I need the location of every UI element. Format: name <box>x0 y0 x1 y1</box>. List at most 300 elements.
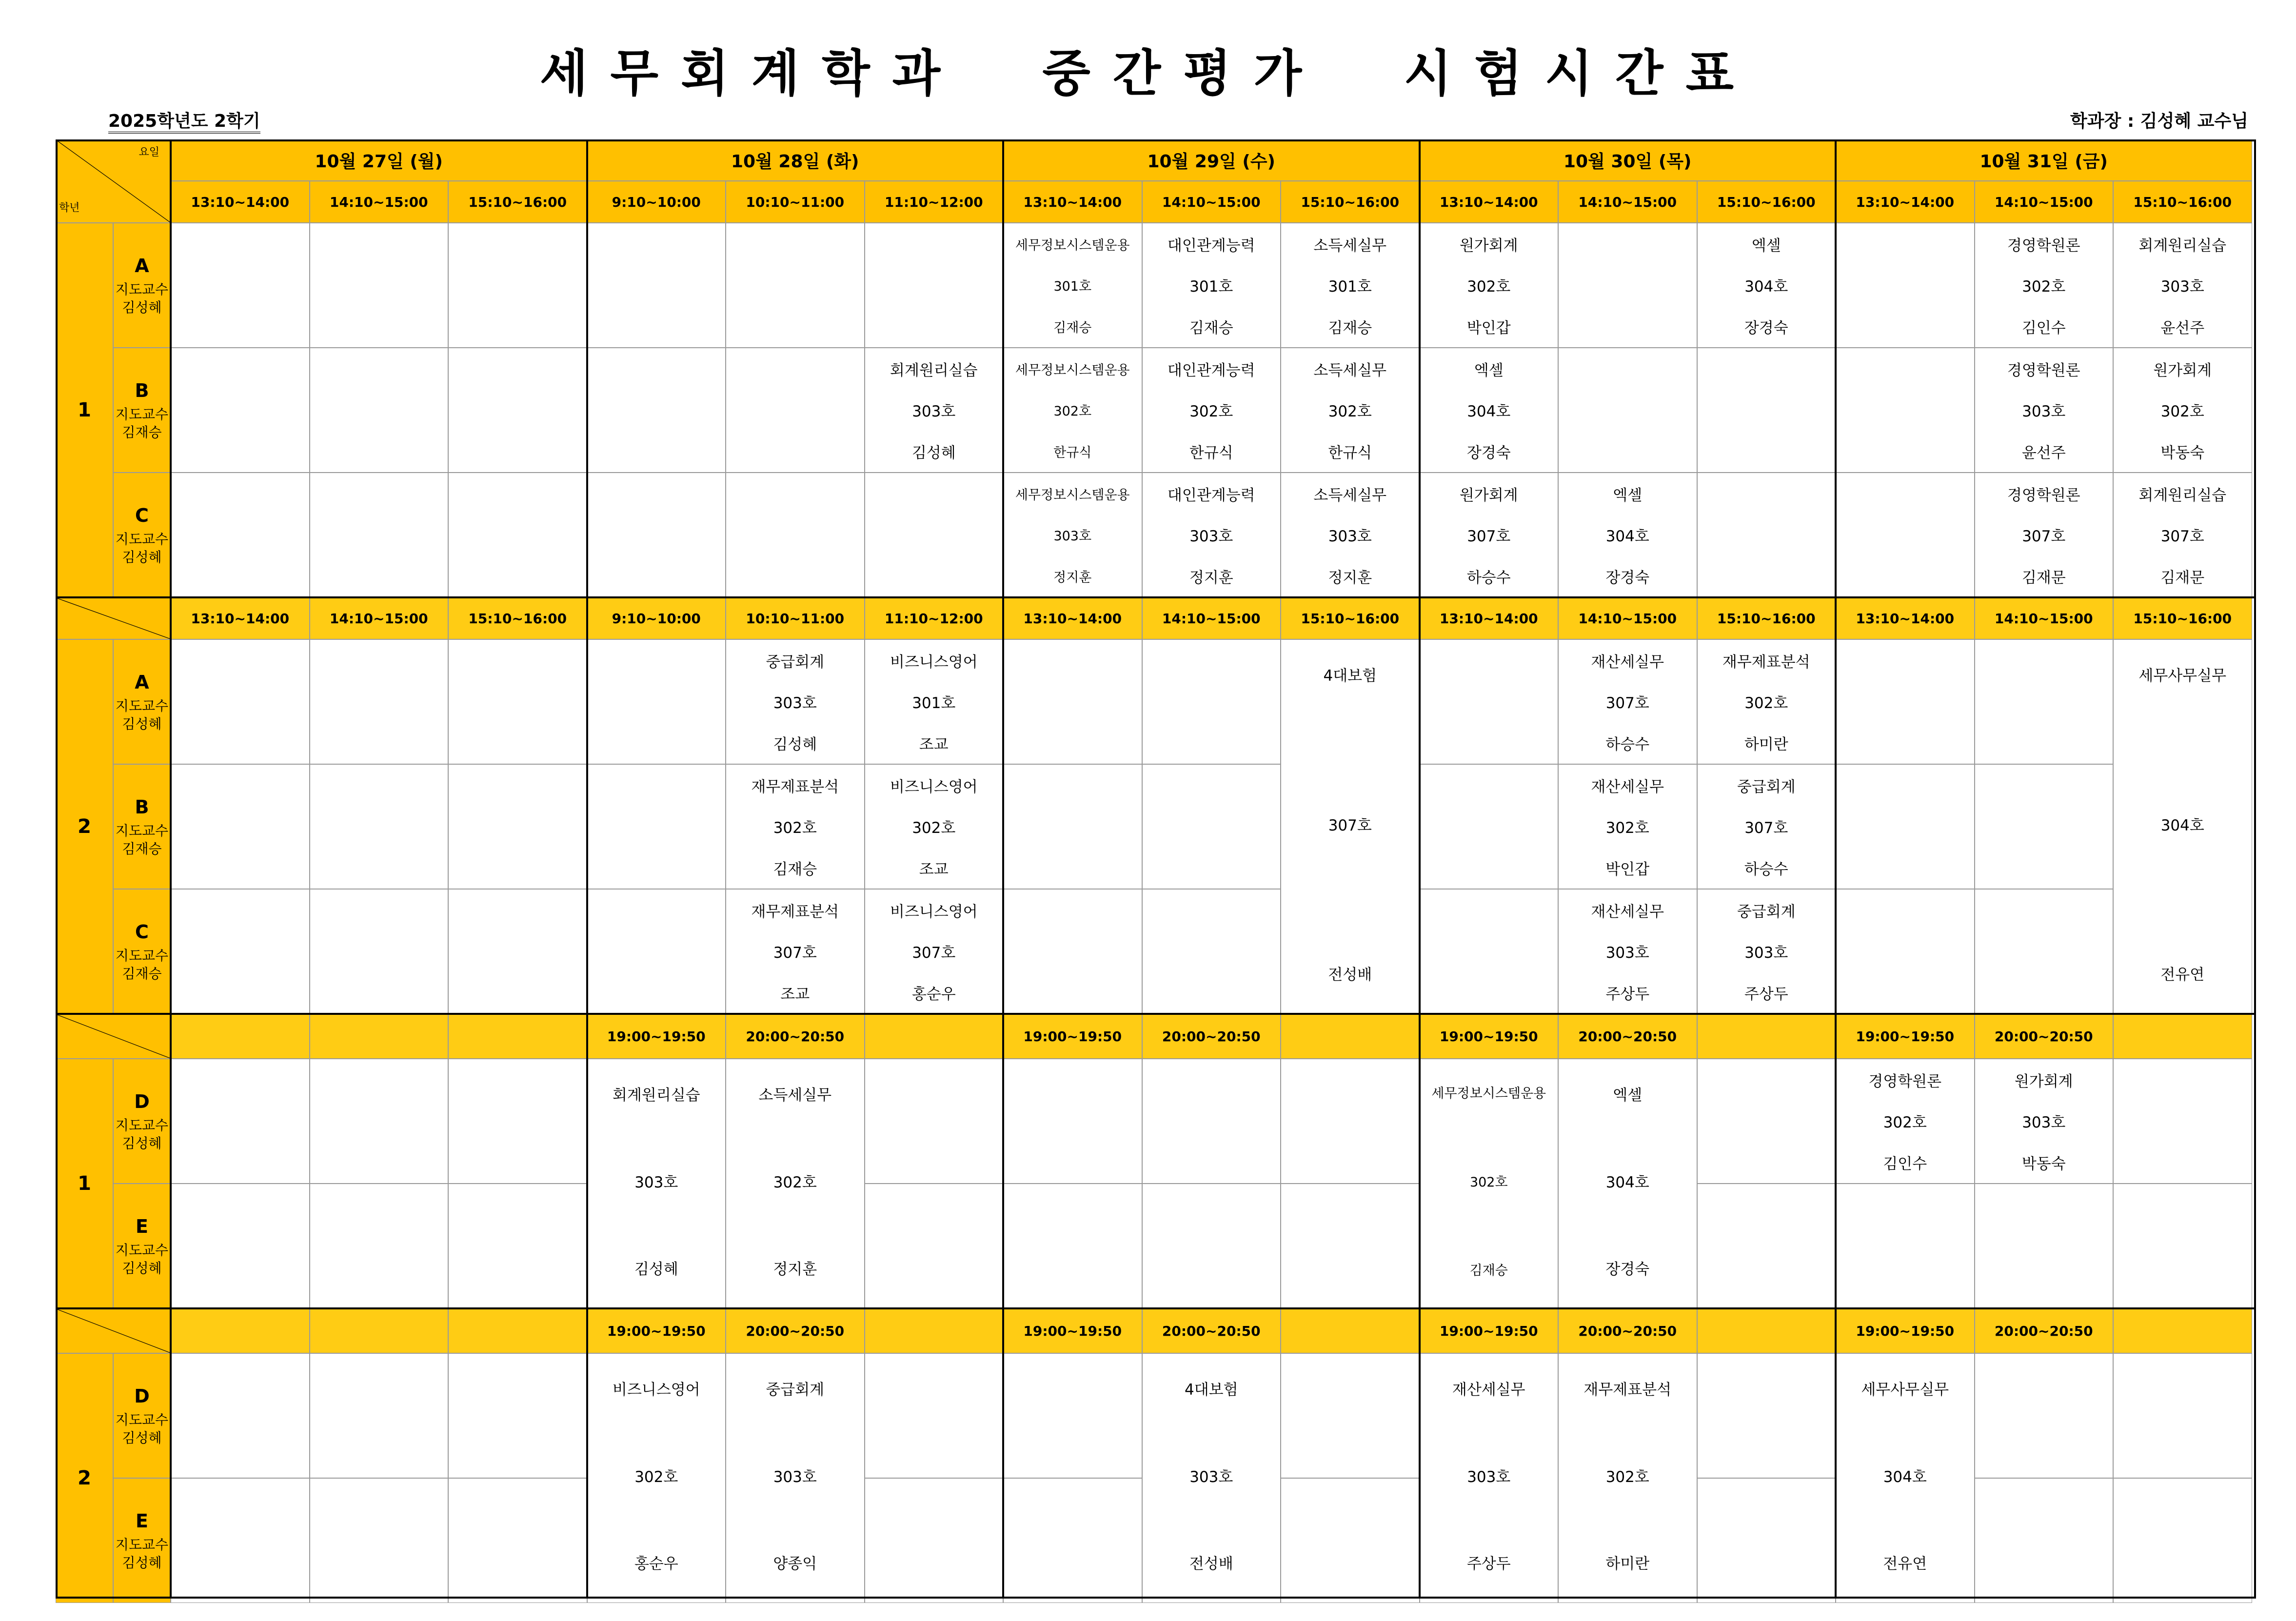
time-slot-label: 20:00~20:50 <box>746 1323 845 1339</box>
empty-slot-cell <box>171 889 310 1014</box>
empty-slot-cell <box>1281 1478 1420 1603</box>
time-slot-header <box>310 1014 449 1059</box>
time-slot-label: 20:00~20:50 <box>1162 1323 1261 1339</box>
day-header-label: 10월 29일 (수) <box>1147 152 1275 172</box>
exam-subject: 원가회계 <box>2014 1072 2073 1090</box>
advisor-name: 김재승 <box>122 424 162 440</box>
exam-room: 302호 <box>2160 403 2204 421</box>
exam-cell <box>1697 639 1836 764</box>
time-slot-header <box>1558 181 1697 223</box>
time-slot-header <box>171 181 310 223</box>
exam-cell <box>1836 1353 1975 1603</box>
exam-room: 307호 <box>1467 528 1511 546</box>
empty-slot-cell <box>865 1059 1004 1184</box>
time-slot-label: 13:10~14:00 <box>1023 610 1122 627</box>
empty-slot-cell <box>1558 223 1697 348</box>
semester-label: 2025학년도 2학기 <box>108 111 260 134</box>
empty-slot-cell <box>310 223 449 348</box>
time-slot-header <box>1558 597 1697 639</box>
grade-label: 2 <box>78 1467 91 1489</box>
empty-slot-cell <box>726 473 865 597</box>
exam-subject: 4대보험 <box>1323 667 1377 685</box>
exam-cell <box>1975 1059 2114 1184</box>
time-slot-header <box>1003 181 1142 223</box>
exam-professor: 장경숙 <box>1605 569 1650 587</box>
time-slot-header <box>1003 597 1142 639</box>
exam-cell <box>2113 639 2252 1014</box>
day-header-5 <box>1836 139 2252 181</box>
exam-professor: 전유연 <box>1883 1555 1927 1573</box>
exam-subject: 비즈니스영어 <box>612 1381 700 1399</box>
empty-slot-cell <box>448 889 587 1014</box>
exam-professor: 주상두 <box>1744 986 1788 1004</box>
exam-room: 307호 <box>1744 819 1788 837</box>
time-slot-header <box>2113 1014 2252 1059</box>
exam-room: 302호 <box>1883 1114 1927 1132</box>
time-slot-header <box>865 597 1004 639</box>
time-slot-header <box>726 1308 865 1353</box>
exam-subject: 재무제표분석 <box>1583 1381 1672 1399</box>
time-slot-header <box>1003 1308 1142 1353</box>
empty-slot-cell <box>1836 223 1975 348</box>
empty-slot-cell <box>171 473 310 597</box>
exam-professor: 김성혜 <box>911 444 956 462</box>
time-slot-label: 11:10~12:00 <box>884 610 983 627</box>
empty-slot-cell <box>1836 764 1975 889</box>
exam-professor: 조교 <box>919 736 949 754</box>
exam-cell <box>1420 348 1559 473</box>
time-slot-label: 9:10~10:00 <box>612 610 701 627</box>
time-slot-header <box>1697 1308 1836 1353</box>
time-slot-label: 13:10~14:00 <box>1439 194 1538 210</box>
exam-room: 303호 <box>1328 528 1372 546</box>
exam-subject: 대인관계능력 <box>1167 486 1255 504</box>
time-slot-label: 20:00~20:50 <box>1162 1028 1261 1045</box>
time-slot-label: 9:10~10:00 <box>612 194 701 210</box>
corner-header-cell <box>56 1014 171 1059</box>
empty-slot-cell <box>171 223 310 348</box>
empty-slot-cell <box>865 1184 1004 1308</box>
exam-cell <box>726 1353 865 1603</box>
time-slot-label: 13:10~14:00 <box>1023 194 1122 210</box>
empty-slot-cell <box>171 1353 310 1478</box>
exam-professor: 전성배 <box>1328 966 1372 984</box>
exam-subject: 경영학원론 <box>2007 361 2080 379</box>
exam-subject: 대인관계능력 <box>1167 361 1255 379</box>
empty-slot-cell <box>2113 1184 2252 1308</box>
time-slot-header <box>1420 1308 1559 1353</box>
exam-cell <box>1697 889 1836 1014</box>
exam-cell <box>726 889 865 1014</box>
exam-room: 302호 <box>634 1468 678 1486</box>
exam-room: 304호 <box>1467 403 1511 421</box>
exam-room: 303호 <box>1053 529 1092 544</box>
empty-slot-cell <box>1420 764 1559 889</box>
exam-subject: 원가회계 <box>1459 237 1518 255</box>
empty-slot-cell <box>1975 1184 2114 1308</box>
time-slot-label: 14:10~15:00 <box>1578 610 1677 627</box>
time-slot-label: 19:00~19:50 <box>1023 1028 1122 1045</box>
time-slot-label: 14:10~15:00 <box>1162 194 1261 210</box>
exam-cell <box>726 764 865 889</box>
exam-professor: 한규식 <box>1053 445 1092 461</box>
exam-subject: 세무사무실무 <box>1861 1381 1949 1399</box>
empty-slot-cell <box>1975 1478 2114 1603</box>
exam-professor: 하승수 <box>1744 861 1788 879</box>
advisor-name: 김성혜 <box>122 299 162 316</box>
section-letter: E <box>136 1215 148 1237</box>
time-slot-label: 19:00~19:50 <box>1856 1028 1955 1045</box>
empty-slot-cell <box>587 223 726 348</box>
advisor-name: 김성혜 <box>122 549 162 565</box>
exam-subject: 중급회계 <box>766 653 825 671</box>
empty-slot-cell <box>1003 1184 1142 1308</box>
exam-room: 301호 <box>1053 279 1092 295</box>
time-slot-label: 10:10~11:00 <box>746 610 845 627</box>
empty-slot-cell <box>310 1478 449 1603</box>
exam-room: 303호 <box>1467 1468 1511 1486</box>
exam-room: 303호 <box>2022 1114 2066 1132</box>
exam-cell <box>2113 473 2252 597</box>
time-slot-header <box>587 1308 726 1353</box>
section-letter: A <box>135 255 149 277</box>
exam-cell <box>1558 1059 1697 1308</box>
advisor-caption: 지도교수 <box>115 823 169 839</box>
exam-cell <box>1558 473 1697 597</box>
exam-subject: 회계원리실습 <box>612 1087 700 1104</box>
empty-slot-cell <box>448 223 587 348</box>
advisor-caption: 지도교수 <box>115 698 169 714</box>
time-slot-header <box>448 1308 587 1353</box>
exam-room: 302호 <box>1744 694 1788 712</box>
advisor-name: 김재승 <box>122 965 162 982</box>
empty-slot-cell <box>310 1059 449 1184</box>
section-letter: C <box>135 921 149 943</box>
corner-header-cell <box>56 1308 171 1353</box>
exam-professor: 윤선주 <box>2021 444 2066 462</box>
time-slot-header <box>865 181 1004 223</box>
time-slot-header <box>726 181 865 223</box>
exam-cell <box>587 1353 726 1603</box>
exam-professor: 김성혜 <box>634 1261 678 1278</box>
exam-professor: 주상두 <box>1466 1555 1511 1573</box>
time-slot-label: 11:10~12:00 <box>884 194 983 210</box>
empty-slot-cell <box>1420 889 1559 1014</box>
empty-slot-cell <box>1003 889 1142 1014</box>
corner-label-grade: 학년 <box>59 202 80 214</box>
exam-cell <box>726 639 865 764</box>
exam-subject: 재산세실무 <box>1591 653 1664 671</box>
advisor-caption: 지도교수 <box>115 1537 169 1553</box>
exam-professor: 하미란 <box>1605 1555 1650 1573</box>
exam-professor: 윤선주 <box>2160 319 2205 337</box>
empty-slot-cell <box>2113 1478 2252 1603</box>
exam-cell <box>1003 473 1142 597</box>
grade-cell <box>56 1059 113 1308</box>
exam-subject: 재산세실무 <box>1452 1381 1525 1399</box>
time-slot-header <box>1697 1014 1836 1059</box>
empty-slot-cell <box>1142 639 1281 764</box>
section-cell-e <box>113 1184 171 1308</box>
empty-slot-cell <box>1142 889 1281 1014</box>
day-header-1 <box>171 139 587 181</box>
advisor-caption: 지도교수 <box>115 406 169 423</box>
exam-professor: 김인수 <box>1883 1155 1927 1173</box>
empty-slot-cell <box>865 473 1004 597</box>
exam-cell <box>1697 764 1836 889</box>
time-slot-label: 14:10~15:00 <box>1994 194 2093 210</box>
exam-cell <box>1420 223 1559 348</box>
exam-cell <box>1142 348 1281 473</box>
exam-room: 304호 <box>2160 816 2204 834</box>
time-slot-header <box>1836 1014 1975 1059</box>
exam-subject: 원가회계 <box>1459 486 1518 504</box>
empty-slot-cell <box>587 348 726 473</box>
exam-cell <box>865 764 1004 889</box>
time-slot-label: 19:00~19:50 <box>1023 1323 1122 1339</box>
day-header-4 <box>1420 139 1836 181</box>
section-letter: B <box>135 379 149 401</box>
exam-subject: 세무정보시스템운용 <box>1015 487 1130 503</box>
exam-professor: 박인갑 <box>1605 861 1650 879</box>
exam-cell <box>1281 348 1420 473</box>
exam-cell <box>1420 1353 1559 1603</box>
time-slot-header <box>1420 181 1559 223</box>
time-slot-header <box>2113 597 2252 639</box>
exam-cell <box>1003 223 1142 348</box>
time-slot-header <box>865 1308 1004 1353</box>
time-slot-header <box>1003 1014 1142 1059</box>
time-slot-label: 10:10~11:00 <box>746 194 845 210</box>
time-slot-label: 15:10~16:00 <box>1717 194 1816 210</box>
time-slot-label: 13:10~14:00 <box>1439 610 1538 627</box>
exam-room: 303호 <box>773 1468 817 1486</box>
exam-subject: 세무정보시스템운용 <box>1015 237 1130 253</box>
exam-subject: 중급회계 <box>766 1381 825 1399</box>
exam-room: 303호 <box>2022 403 2066 421</box>
exam-room: 307호 <box>1605 694 1649 712</box>
exam-cell <box>1281 473 1420 597</box>
exam-room: 302호 <box>1328 403 1372 421</box>
exam-subject: 경영학원론 <box>2007 486 2080 504</box>
time-slot-header <box>587 1014 726 1059</box>
section-cell-a <box>113 223 171 348</box>
exam-room: 304호 <box>1883 1468 1927 1486</box>
empty-slot-cell <box>1836 1184 1975 1308</box>
section-cell-b <box>113 348 171 473</box>
time-slot-label: 20:00~20:50 <box>1994 1028 2093 1045</box>
exam-cell <box>1142 1353 1281 1603</box>
exam-professor: 장경숙 <box>1466 444 1511 462</box>
advisor-caption: 지도교수 <box>115 531 169 548</box>
exam-subject: 회계원리실습 <box>2138 237 2227 255</box>
time-slot-header <box>1142 1014 1281 1059</box>
advisor-name: 김성혜 <box>122 1260 162 1276</box>
section-cell-d <box>113 1353 171 1478</box>
empty-slot-cell <box>1697 1478 1836 1603</box>
page-title: 세무회계학과 중간평가 시험시간표 <box>539 45 1757 103</box>
exam-subject: 비즈니스영어 <box>890 903 978 921</box>
exam-timetable <box>56 139 2256 1599</box>
exam-professor: 김성혜 <box>773 736 817 754</box>
time-slot-header <box>1558 1308 1697 1353</box>
exam-room: 302호 <box>2022 278 2066 296</box>
section-cell-c <box>113 473 171 597</box>
time-slot-header <box>726 597 865 639</box>
exam-professor: 김재문 <box>2160 569 2205 587</box>
section-letter: D <box>134 1090 150 1112</box>
time-slot-label: 15:10~16:00 <box>468 194 567 210</box>
exam-cell <box>1281 223 1420 348</box>
department-head-label: 학과장 : 김성혜 교수님 <box>2070 111 2248 131</box>
exam-professor: 정지훈 <box>773 1261 817 1278</box>
section-letter: D <box>134 1385 150 1407</box>
empty-slot-cell <box>1697 1059 1836 1184</box>
empty-slot-cell <box>310 1353 449 1478</box>
exam-cell <box>726 1059 865 1308</box>
advisor-name: 김성혜 <box>122 1135 162 1151</box>
time-slot-header <box>1697 181 1836 223</box>
empty-slot-cell <box>310 764 449 889</box>
empty-slot-cell <box>1975 764 2114 889</box>
empty-slot-cell <box>1281 1353 1420 1478</box>
exam-cell <box>1558 889 1697 1014</box>
exam-subject: 소득세실무 <box>1313 486 1387 504</box>
time-slot-header <box>1281 1014 1420 1059</box>
empty-slot-cell <box>587 639 726 764</box>
exam-subject: 재산세실무 <box>1591 903 1664 921</box>
exam-subject: 엑셀 <box>1474 361 1504 379</box>
exam-professor: 박동숙 <box>2160 444 2205 462</box>
section-letter: B <box>135 796 149 818</box>
exam-subject: 회계원리실습 <box>890 361 978 379</box>
exam-room: 302호 <box>773 819 817 837</box>
corner-label-day: 요일 <box>139 146 159 158</box>
empty-slot-cell <box>171 764 310 889</box>
exam-cell <box>865 889 1004 1014</box>
exam-room: 303호 <box>1605 944 1649 962</box>
time-slot-header <box>1975 181 2114 223</box>
advisor-caption: 지도교수 <box>115 281 169 298</box>
exam-professor: 정지훈 <box>1328 569 1372 587</box>
time-slot-label: 14:10~15:00 <box>1162 610 1261 627</box>
empty-slot-cell <box>1836 348 1975 473</box>
exam-room: 303호 <box>1744 944 1788 962</box>
exam-professor: 김재문 <box>2021 569 2066 587</box>
exam-subject: 재무제표분석 <box>1722 653 1810 671</box>
exam-subject: 엑셀 <box>1613 1087 1643 1104</box>
exam-professor: 김재승 <box>1189 319 1233 337</box>
time-slot-header <box>1836 1308 1975 1353</box>
time-slot-label: 14:10~15:00 <box>1994 610 2093 627</box>
exam-cell <box>1975 223 2114 348</box>
exam-subject: 엑셀 <box>1613 486 1643 504</box>
empty-slot-cell <box>310 473 449 597</box>
time-slot-header <box>1281 1308 1420 1353</box>
section-cell-e <box>113 1478 171 1603</box>
day-header-label: 10월 28일 (화) <box>731 152 859 172</box>
section-cell-d <box>113 1059 171 1184</box>
time-slot-header <box>587 597 726 639</box>
empty-slot-cell <box>448 1059 587 1184</box>
time-slot-header <box>310 597 449 639</box>
time-slot-label: 20:00~20:50 <box>1578 1028 1677 1045</box>
exam-subject: 비즈니스영어 <box>890 778 978 796</box>
time-slot-label: 15:10~16:00 <box>468 610 567 627</box>
time-slot-header <box>726 1014 865 1059</box>
exam-cell <box>2113 223 2252 348</box>
time-slot-label: 20:00~20:50 <box>1578 1323 1677 1339</box>
exam-subject: 세무정보시스템운용 <box>1431 1086 1546 1101</box>
time-slot-label: 14:10~15:00 <box>329 194 428 210</box>
empty-slot-cell <box>1281 1184 1420 1308</box>
exam-subject: 회계원리실습 <box>2138 486 2227 504</box>
time-slot-header <box>1975 1014 2114 1059</box>
empty-slot-cell <box>1003 1059 1142 1184</box>
exam-subject: 중급회계 <box>1737 778 1796 796</box>
day-header-3 <box>1003 139 1420 181</box>
empty-slot-cell <box>865 1478 1004 1603</box>
grade-label: 1 <box>78 1172 91 1195</box>
time-slot-label: 13:10~14:00 <box>1856 194 1955 210</box>
time-slot-header <box>1142 1308 1281 1353</box>
empty-slot-cell <box>448 639 587 764</box>
time-slot-label: 13:10~14:00 <box>1856 610 1955 627</box>
empty-slot-cell <box>1142 764 1281 889</box>
empty-slot-cell <box>448 1184 587 1308</box>
time-slot-header <box>2113 181 2252 223</box>
exam-professor: 전성배 <box>1189 1555 1233 1573</box>
time-slot-header <box>1697 597 1836 639</box>
exam-professor: 박인갑 <box>1466 319 1511 337</box>
exam-professor: 정지훈 <box>1189 569 1233 587</box>
exam-subject: 소득세실무 <box>1313 361 1387 379</box>
exam-room: 307호 <box>2022 528 2066 546</box>
time-slot-label: 20:00~20:50 <box>1994 1323 2093 1339</box>
time-slot-header <box>1975 597 2114 639</box>
exam-room: 304호 <box>1605 1173 1649 1191</box>
time-slot-header <box>1281 597 1420 639</box>
exam-room: 301호 <box>912 694 956 712</box>
exam-professor: 김인수 <box>2021 319 2066 337</box>
corner-diagonal <box>56 598 170 639</box>
empty-slot-cell <box>1142 1059 1281 1184</box>
grade-label: 1 <box>78 399 91 421</box>
exam-cell <box>1142 473 1281 597</box>
time-slot-header <box>171 1014 310 1059</box>
empty-slot-cell <box>1697 473 1836 597</box>
exam-cell <box>865 639 1004 764</box>
time-slot-label: 19:00~19:50 <box>1856 1323 1955 1339</box>
exam-cell <box>2113 348 2252 473</box>
exam-subject: 중급회계 <box>1737 903 1796 921</box>
time-slot-label: 15:10~16:00 <box>1301 610 1400 627</box>
exam-professor: 조교 <box>919 861 949 879</box>
exam-cell <box>1281 639 1420 1014</box>
exam-cell <box>1420 1059 1559 1308</box>
exam-subject: 엑셀 <box>1751 237 1781 255</box>
exam-professor: 홍순우 <box>634 1555 678 1573</box>
empty-slot-cell <box>448 473 587 597</box>
empty-slot-cell <box>1281 1059 1420 1184</box>
exam-cell <box>1975 348 2114 473</box>
time-slot-label: 13:10~14:00 <box>191 194 290 210</box>
time-slot-header <box>1420 597 1559 639</box>
exam-subject: 소득세실무 <box>758 1087 832 1104</box>
grade-label: 2 <box>78 815 91 838</box>
empty-slot-cell <box>1836 639 1975 764</box>
time-slot-header <box>2113 1308 2252 1353</box>
